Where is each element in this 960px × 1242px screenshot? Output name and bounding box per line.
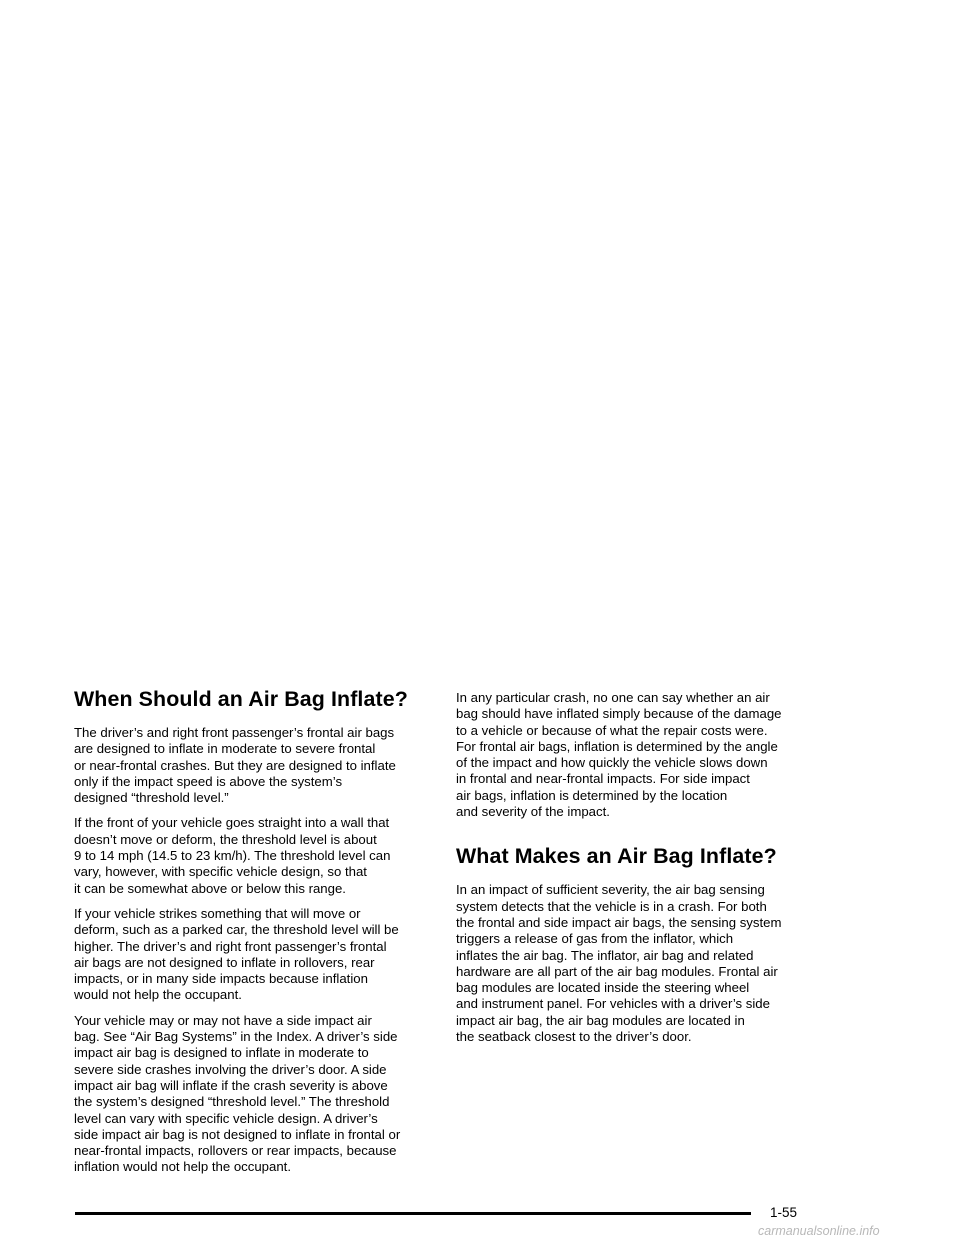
text-line: air bags are not designed to inflate in rollovers, rear [74,954,375,970]
text-line: the seatback closest to the driver’s door. [456,1029,692,1045]
text-line: only if the impact speed is above the system’s [74,773,343,789]
text-line: would not help the occupant. [74,987,242,1003]
paragraph-side-impact [74,1013,436,1176]
text-line: For frontal air bags, inflation is determined by the angle [456,738,778,754]
footer-divider [75,1212,751,1215]
text-line: Your vehicle may or may not have a side impact air [74,1012,372,1028]
text-line: and instrument panel. For vehicles with a driver’s side [456,996,770,1012]
text-line: to a vehicle or because of what the repair costs were. [456,722,768,738]
text-line: side impact air bag is not designed to inflate in frontal or [74,1126,401,1142]
text-line: severe side crashes involving the driver’s door. A side [74,1061,387,1077]
text-line: deform, such as a parked car, the threshold level will be [74,922,399,938]
text-line: vary, however, with specific vehicle design, so that [74,864,367,880]
paragraph-wall-impact [74,815,436,896]
paragraph-crash-judgement [456,690,818,820]
text-line: If the front of your vehicle goes straight into a wall that [74,815,390,831]
text-line: In any particular crash, no one can say whether an air [456,690,770,705]
text-line: near-frontal impacts, rollovers or rear impacts, because [74,1143,397,1159]
text-line: level can vary with specific vehicle design. A driver’s [74,1110,378,1126]
text-line: are designed to inflate in moderate to severe frontal [74,741,376,757]
text-line: or near-frontal crashes. But they are designed to inflate [74,757,396,773]
paragraph-moving-object [74,906,436,1004]
text-line: bag should have inflated simply because of the damage [456,706,782,722]
text-line: system detects that the vehicle is in a crash. For both [456,898,767,914]
text-line: it can be somewhat above or below this range. [74,880,346,896]
text-line: impact air bag, the air bag modules are located in [456,1012,745,1028]
text-line: impacts, or in many side impacts because inflation [74,971,368,987]
text-line: in frontal and near-frontal impacts. For side impact [456,771,750,787]
text-line: and severity of the impact. [456,804,610,820]
text-line: of the impact and how quickly the vehicle slows down [456,755,768,771]
text-line: inflates the air bag. The inflator, air bag and related [456,947,754,963]
text-line: doesn’t move or deform, the threshold level is about [74,831,377,847]
text-line: higher. The driver’s and right front passenger’s frontal [74,938,387,954]
text-line: designed “threshold level.” [74,790,229,806]
text-line: the frontal and side impact air bags, the sensing system [456,914,782,930]
section-heading-when-inflate: When Should an Air Bag Inflate? [74,687,408,711]
text-line: In an impact of sufficient severity, the air bag sensing [456,882,765,898]
section-heading-what-makes-inflate: What Makes an Air Bag Inflate? [456,844,777,869]
left-column [74,686,436,1185]
text-line: inflation would not help the occupant. [74,1159,292,1175]
text-line: impact air bag will inflate if the crash severity is above [74,1077,388,1093]
text-line: the system’s designed “threshold level.” The threshold [74,1094,390,1110]
right-column [456,690,818,1054]
watermark: carmanualsonline.info [758,1224,880,1238]
paragraph-threshold-intro [74,725,436,806]
text-line: The driver’s and right front passenger’s frontal air bags [74,725,395,740]
page-number: 1-55 [770,1205,798,1220]
text-line: impact air bag is designed to inflate in moderate to [74,1045,369,1061]
text-line: air bags, inflation is determined by the location [456,787,728,803]
text-line: bag. See “Air Bag Systems” in the Index. A driver’s side [74,1029,398,1045]
text-line: 9 to 14 mph (14.5 to 23 km/h). The threshold level can [74,848,391,864]
paragraph-sensing-system [456,882,818,1045]
text-line: If your vehicle strikes something that will move or [74,905,361,921]
text-line: bag modules are located inside the steering wheel [456,980,750,996]
text-line: hardware are all part of the air bag modules. Frontal air [456,963,778,979]
text-line: triggers a release of gas from the inflator, which [456,931,734,947]
